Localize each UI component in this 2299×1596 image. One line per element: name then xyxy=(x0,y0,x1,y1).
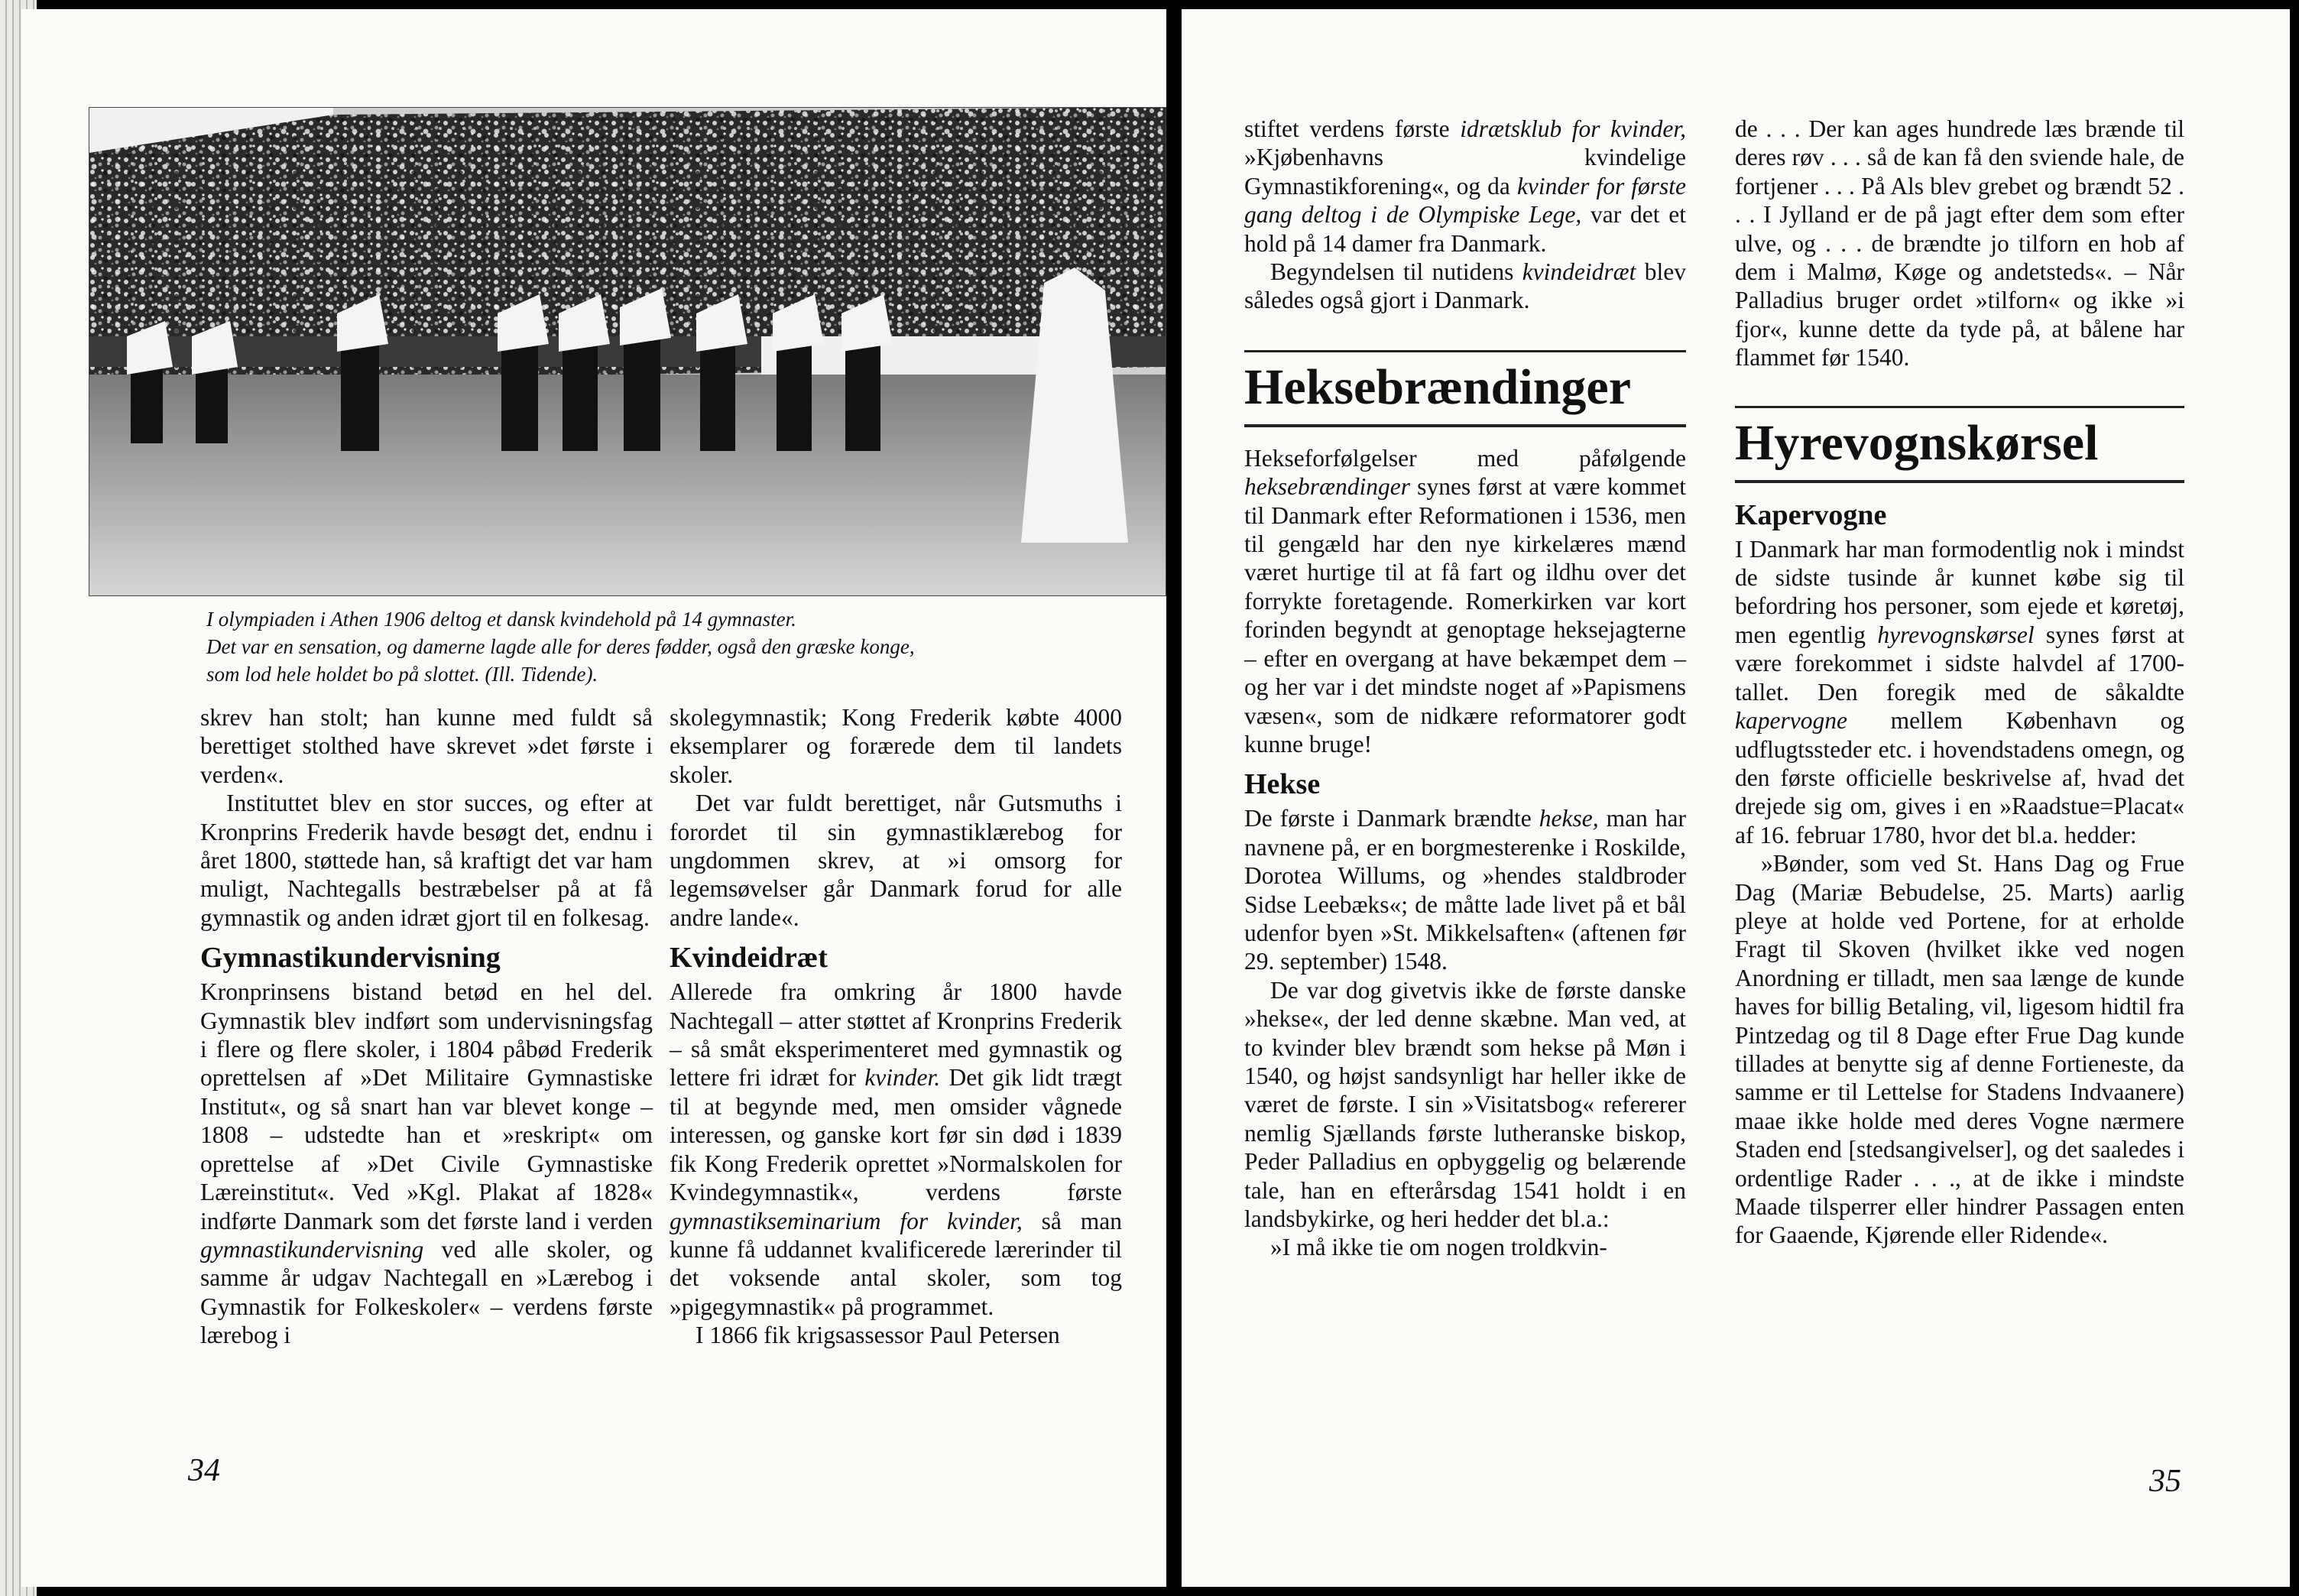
paragraph: stiftet verdens første idrætsklub for kvinder, »Kjøbenhavns kvindelige Gymnastikforening«, og da kvinder for første gang deltog i de Olympiske Lege, var det et hold på 14 damer fra Danmark. xyxy=(1244,115,1687,257)
paragraph: »I må ikke tie om nogen troldkvin- xyxy=(1270,1234,1607,1261)
paragraph: De var dog givetvis ikke de første danske »hekse«, der led denne skæbne. Man ved, at to kvinder blev brændt som hekse på Møn i 1540, og højst sandsynligt har heller ikke de været de første. I sin »Visitatsbog« refererer nemlig Sjællands første lutheranske biskop, Peder Palladius en opbyggelig og belærende tale, han en efterårsdag 1541 holdt i en landsbykirke, og heri hedder det bl.a.: xyxy=(1244,976,1686,1232)
paragraph: Begyndelsen til nutidens kvindeidræt blev således også gjort i Danmark. xyxy=(1244,258,1687,314)
paragraph: de . . . Der kan ages hundrede læs brænde til deres røv . . . så de kan få den sviende hale, de fortjener . . . På Als blev grebet og brændt 52 . . . I Jylland er de på jagt efter dem som efter ulve, og . . . de brændte jo tilforn en hob af dem i Malmø, Køge og andetsteds«. – Når Palladius bruger ordet »tilforn« og ikke »i fjor«, kunne dette da tyde på, at bålene har flammet før 1540. xyxy=(1735,115,2184,371)
paragraph: Kronprinsens bistand betød en hel del. Gymnastik blev indført som undervisningsfag i flere og flere skoler, i 1804 påbød Frederik oprettelsen af »Det Militaire Gymnastiske Institut«, og så snart han var blevet konge – 1808 – udstedte han et »reskript« om oprettelse af »Det Civile Gymnastiske Læreinstitut«. Ved »Kgl. Plakat af 1828« indførte Danmark som det første land i verden gymnastikundervisning ved alle skoler, og samme år udgav Nachtegall en »Lærebog i Gymnastik for Folkeskoler« – verdens første lærebog i xyxy=(200,978,653,1349)
subheading-kapervogne: Kapervogne xyxy=(1735,498,1887,531)
section-title-box xyxy=(1735,406,2184,483)
page-number: 34 xyxy=(188,1453,220,1488)
right-column-2 xyxy=(1735,115,2184,1250)
subheading-gymnastikundervisning: Gymnastikundervisning xyxy=(200,942,501,975)
left-page xyxy=(21,9,1166,1587)
caption-line-2: Det var en sensation, og damerne lagde alle for deres fødder, også den græske konge, xyxy=(206,635,915,658)
paragraph: Det var fuldt berettiget, når Gutsmuths i forordet til sin gymnastiklærebog for ungdommen skrev, at »i omsorg for legemsøvelser går Danmark forud for alle andre lande«. xyxy=(670,790,1122,931)
caption-line-3: som lod hele holdet bo på slottet. (Ill. Tidende). xyxy=(206,663,598,686)
stadium-photo xyxy=(89,107,1166,596)
paragraph: I 1866 fik krigsassessor Paul Petersen xyxy=(696,1322,1060,1349)
section-title-hyrevognskorsel: Hyrevognskørsel xyxy=(1735,414,2099,471)
section-title-box xyxy=(1244,350,1686,427)
paragraph: De første i Danmark brændte hekse, man har navnene på, er en borgmesterenke i Roskilde, Dorotea Willums, og »hendes staldbroder Sidse Leebæks«; de måtte lade livet på et bål udenfor byen »St. Mikkelsaften« (aftenen før 29. september) 1548. xyxy=(1244,805,1686,975)
right-page xyxy=(1182,9,2290,1587)
section-title-heksebraendinger: Heksebrændinger xyxy=(1244,358,1632,415)
paragraph: skolegymnastik; Kong Frederik købte 4000 eksemplarer og forærede dem til landets skoler. xyxy=(670,704,1122,788)
page-number: 35 xyxy=(2149,1464,2181,1499)
paragraph: »Bønder, som ved St. Hans Dag og Frue Dag (Mariæ Bebudelse, 25. Marts) aarlig pleye at holde ved Portene, for at erholde Fragt til Skoven (hvilket ikke ved nogen Anordning er tilladt, men saa længe de kunde haves for billig Betaling, vil, ligesom hidtil fra Pintzedag og til 8 Dage efter Frue Dag kunde tillades at benytte sig af denne Fortieneste, da samme er til Lettelse for Stadens Indvaanere) maae ikke holde med deres Vogne nærmere Staden end [stedsangivelser], og det saaledes i ordentlige Rader . . ., at de ikke i mindste Maade tilsperrer eller hindrer Passagen enten for Gaaende, Kjørende eller Ridende«. xyxy=(1735,850,2184,1249)
subheading-kvindeidraet: Kvindeidræt xyxy=(670,942,828,975)
photo-caption xyxy=(206,605,1146,688)
left-column-1 xyxy=(200,703,653,1350)
paragraph: Hekseforfølgelser med påfølgende heksebrændinger synes først at være kommet til Danmark efter Reformationen i 1536, men til gengæld har den nye kirkelæres mænd været hurtige til at få fart og ildhu over det forrykte foretagende. Romerkirken var kort forinden begyndt at genoptage heksejagterne – efter en overgang at have bekæmpet dem – og her var i det mindste noget af »Papismens væsen«, som de nidkære reformatorer godt kunne bruge! xyxy=(1244,444,1686,757)
paragraph: skrev han stolt; han kunne med fuldt så berettiget stolthed have skrevet »det første i verden«. xyxy=(200,704,653,788)
subheading-hekse: Hekse xyxy=(1244,768,1321,801)
paragraph: Instituttet blev en stor succes, og efter at Kronprins Frederik havde besøgt det, endnu i året 1800, støttede han, så kraftigt det var ham muligt, Nachtegalls bestræbelser på at få gymnastik og anden idræt gjort til en folkesag. xyxy=(200,790,653,931)
paragraph: Allerede fra omkring år 1800 havde Nachtegall – atter støttet af Kronprins Frederik – så småt eksperimenteret med gymnastik og lettere fri idræt for kvinder. Det gik lidt trægt til at begynde med, men omsider vågnede interessen, og ganske kort før sin død i 1839 fik Kong Frederik oprettet »Normalskolen for Kvindegymnastik«, verdens første gymnastikseminarium for kvinder, så man kunne få uddannet kvalificerede lærerinder til det voksende antal skoler, som tog »pigegymnastik« på programmet. xyxy=(670,978,1122,1320)
right-column-1 xyxy=(1244,115,1686,1262)
caption-line-1: I olympiaden i Athen 1906 deltog et dansk kvindehold på 14 gymnaster. xyxy=(206,608,796,631)
left-column-2 xyxy=(670,703,1122,1350)
paragraph: I Danmark har man formodentlig nok i mindst de sidste tusinde år kunnet købe sig til befordring hos personer, som ejede et køretøj, men egentlig hyrevognskørsel synes først at være forekommet i sidste halvdel af 1700-tallet. Den foregik med de såkaldte kapervogne mellem København og udflugtssteder etc. i hovendstadens omegn, og den første officielle beskrivelse af, hvad det drejede sig om, gives i en »Raadstue=Placat« af 16. februar 1780, hvor det bl.a. hedder: xyxy=(1735,535,2184,848)
